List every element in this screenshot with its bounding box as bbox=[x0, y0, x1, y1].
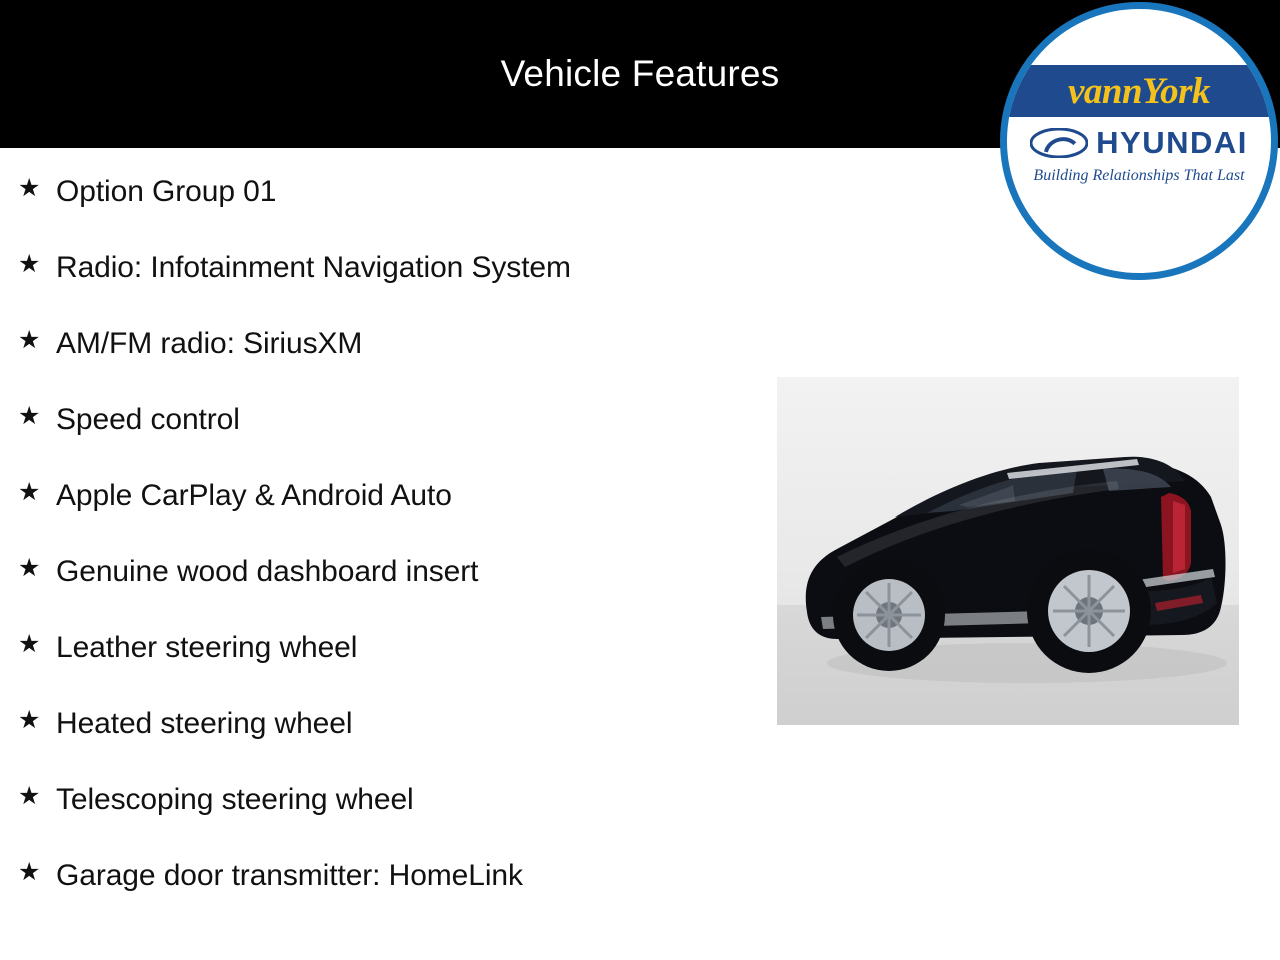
star-icon: ★ bbox=[18, 174, 41, 202]
page-title: Vehicle Features bbox=[500, 53, 780, 94]
list-item-label: Radio: Infotainment Navigation System bbox=[56, 251, 571, 284]
list-item bbox=[0, 854, 760, 898]
list-item bbox=[0, 626, 760, 670]
list-item bbox=[0, 322, 760, 366]
star-icon: ★ bbox=[18, 630, 41, 658]
star-icon: ★ bbox=[18, 326, 41, 354]
list-item bbox=[0, 246, 760, 290]
suv-illustration bbox=[777, 377, 1239, 725]
list-item-label: Telescoping steering wheel bbox=[56, 783, 414, 816]
list-item bbox=[0, 550, 760, 594]
dealer-name-band bbox=[1007, 65, 1271, 117]
list-item-label: AM/FM radio: SiriusXM bbox=[56, 327, 363, 360]
list-item bbox=[0, 398, 760, 442]
star-icon: ★ bbox=[18, 706, 41, 734]
star-icon: ★ bbox=[18, 402, 41, 430]
list-item-label: Genuine wood dashboard insert bbox=[56, 555, 479, 588]
dealer-logo bbox=[1000, 2, 1278, 280]
vehicle-photo bbox=[777, 377, 1239, 725]
star-icon: ★ bbox=[18, 250, 41, 278]
hyundai-logo-icon bbox=[1030, 128, 1088, 158]
list-item-label: Option Group 01 bbox=[56, 175, 277, 208]
list-item-label: Speed control bbox=[56, 403, 240, 436]
list-item-label: Leather steering wheel bbox=[56, 631, 358, 664]
vehicle-features-list bbox=[0, 148, 760, 930]
list-item-label: Apple CarPlay & Android Auto bbox=[56, 479, 452, 512]
list-item-label: Heated steering wheel bbox=[56, 707, 353, 740]
list-item-label: Garage door transmitter: HomeLink bbox=[56, 859, 523, 892]
star-icon: ★ bbox=[18, 782, 41, 810]
star-icon: ★ bbox=[18, 858, 41, 886]
dealer-name: vannYork bbox=[1068, 70, 1210, 112]
list-item bbox=[0, 474, 760, 518]
brand-row bbox=[1030, 125, 1248, 161]
star-icon: ★ bbox=[18, 478, 41, 506]
star-icon: ★ bbox=[18, 554, 41, 582]
brand-name: HYUNDAI bbox=[1096, 125, 1248, 160]
list-item bbox=[0, 702, 760, 746]
list-item bbox=[0, 170, 760, 214]
list-item bbox=[0, 778, 760, 822]
dealer-tagline: Building Relationships That Last bbox=[1033, 167, 1245, 184]
